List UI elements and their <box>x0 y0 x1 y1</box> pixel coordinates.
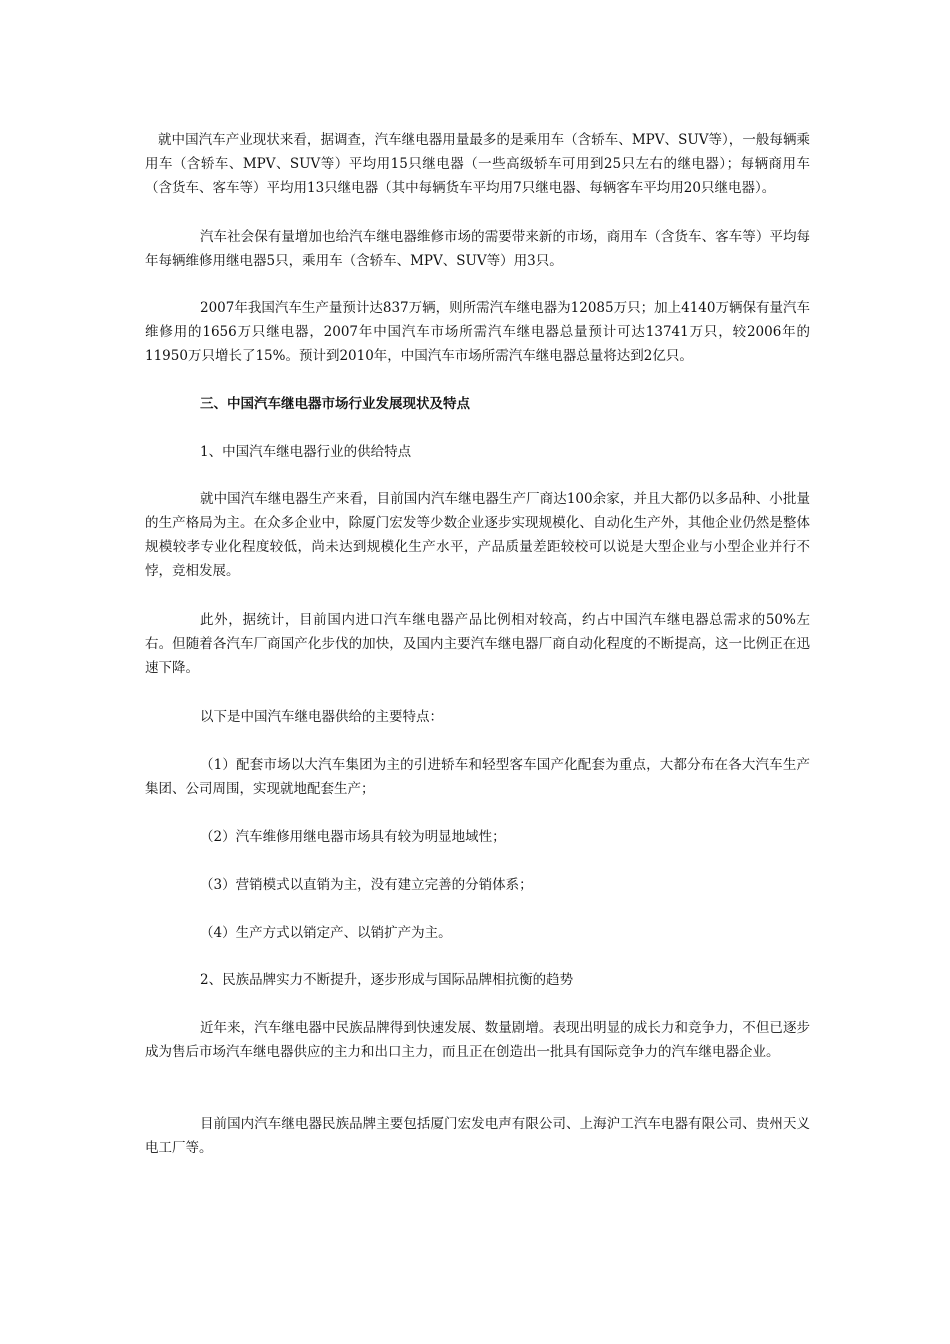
paragraph-brand-growth: 近年来，汽车继电器中民族品牌得到快速发展、数量剧增。表现出明显的成长力和竞争力，不但已逐步成为售后市场汽车继电器供应的主力和出口主力，而且正在创造出一批具有国际竞争力的汽车继电器企业。 <box>145 1020 810 1060</box>
paragraph-brand-list: 目前国内汽车继电器民族品牌主要包括厦门宏发电声有限公司、上海沪工汽车电器有限公司、贵州天义电工厂等。 <box>145 1116 810 1156</box>
list-item-4: （4）生产方式以销定产、以销扩产为主。 <box>200 925 452 941</box>
list-item-3: （3）营销模式以直销为主，没有建立完善的分销体系； <box>200 877 533 893</box>
paragraph-2007-forecast: 2007年我国汽车生产量预计达837万辆，则所需汽车继电器为12085万只；加上4140万辆保有量汽车维修用的1656万只继电器，2007年中国汽车市场所需汽车继电器总量预计可达13741万只，较2006年的11950万只增长了15%。预计到2010年，中国汽车市场所需汽车继电器总量将达到2亿只。 <box>145 300 810 364</box>
paragraph-features-intro: 以下是中国汽车继电器供给的主要特点： <box>200 709 443 725</box>
paragraph-producers: 就中国汽车继电器生产来看，目前国内汽车继电器生产厂商达100余家，并且大都仍以多品种、小批量的生产格局为主。在众多企业中，除厦门宏发等少数企业逐步实现规模化、自动化生产外，其他企业仍然是整体规模较孝专业化程度较低，尚未达到规模化生产水平，产品质量差距较校可以说是大型企业与小型企业并行不悖，竞相发展。 <box>145 491 810 579</box>
list-item-1: （1）配套市场以大汽车集团为主的引进轿车和轻型客车国产化配套为重点，大都分布在各大汽车生产集团、公司周围，实现就地配套生产； <box>145 757 810 797</box>
subheading-supply-features: 1、中国汽车继电器行业的供给特点 <box>200 444 412 460</box>
section-heading-3: 三、中国汽车继电器市场行业发展现状及特点 <box>200 396 470 412</box>
paragraph-imports: 此外，据统计，目前国内进口汽车继电器产品比例相对较高，约占中国汽车继电器总需求的50%左右。但随着各汽车厂商国产化步伐的加快，及国内主要汽车继电器厂商自动化程度的不断提高，这一比例正在迅速下降。 <box>145 612 810 676</box>
paragraph-passenger-vehicle-relays: 就中国汽车产业现状来看，据调查，汽车继电器用量最多的是乘用车（含轿车、MPV、SUV等），一般每辆乘用车（含轿车、MPV、SUV等）平均用15只继电器（一些高级轿车可用到25只左右的继电器）；每辆商用车（含货车、客车等）平均用13只继电器（其中每辆货车平均用7只继电器、每辆客车平均用20只继电器）。 <box>145 132 810 196</box>
subheading-national-brands: 2、民族品牌实力不断提升，逐步形成与国际品牌相抗衡的趋势 <box>200 972 574 988</box>
list-item-2: （2）汽车维修用继电器市场具有较为明显地域性； <box>200 829 506 845</box>
paragraph-maintenance-market: 汽车社会保有量增加也给汽车继电器维修市场的需要带来新的市场，商用车（含货车、客车等）平均每年每辆维修用继电器5只，乘用车（含轿车、MPV、SUV等）用3只。 <box>145 229 810 269</box>
